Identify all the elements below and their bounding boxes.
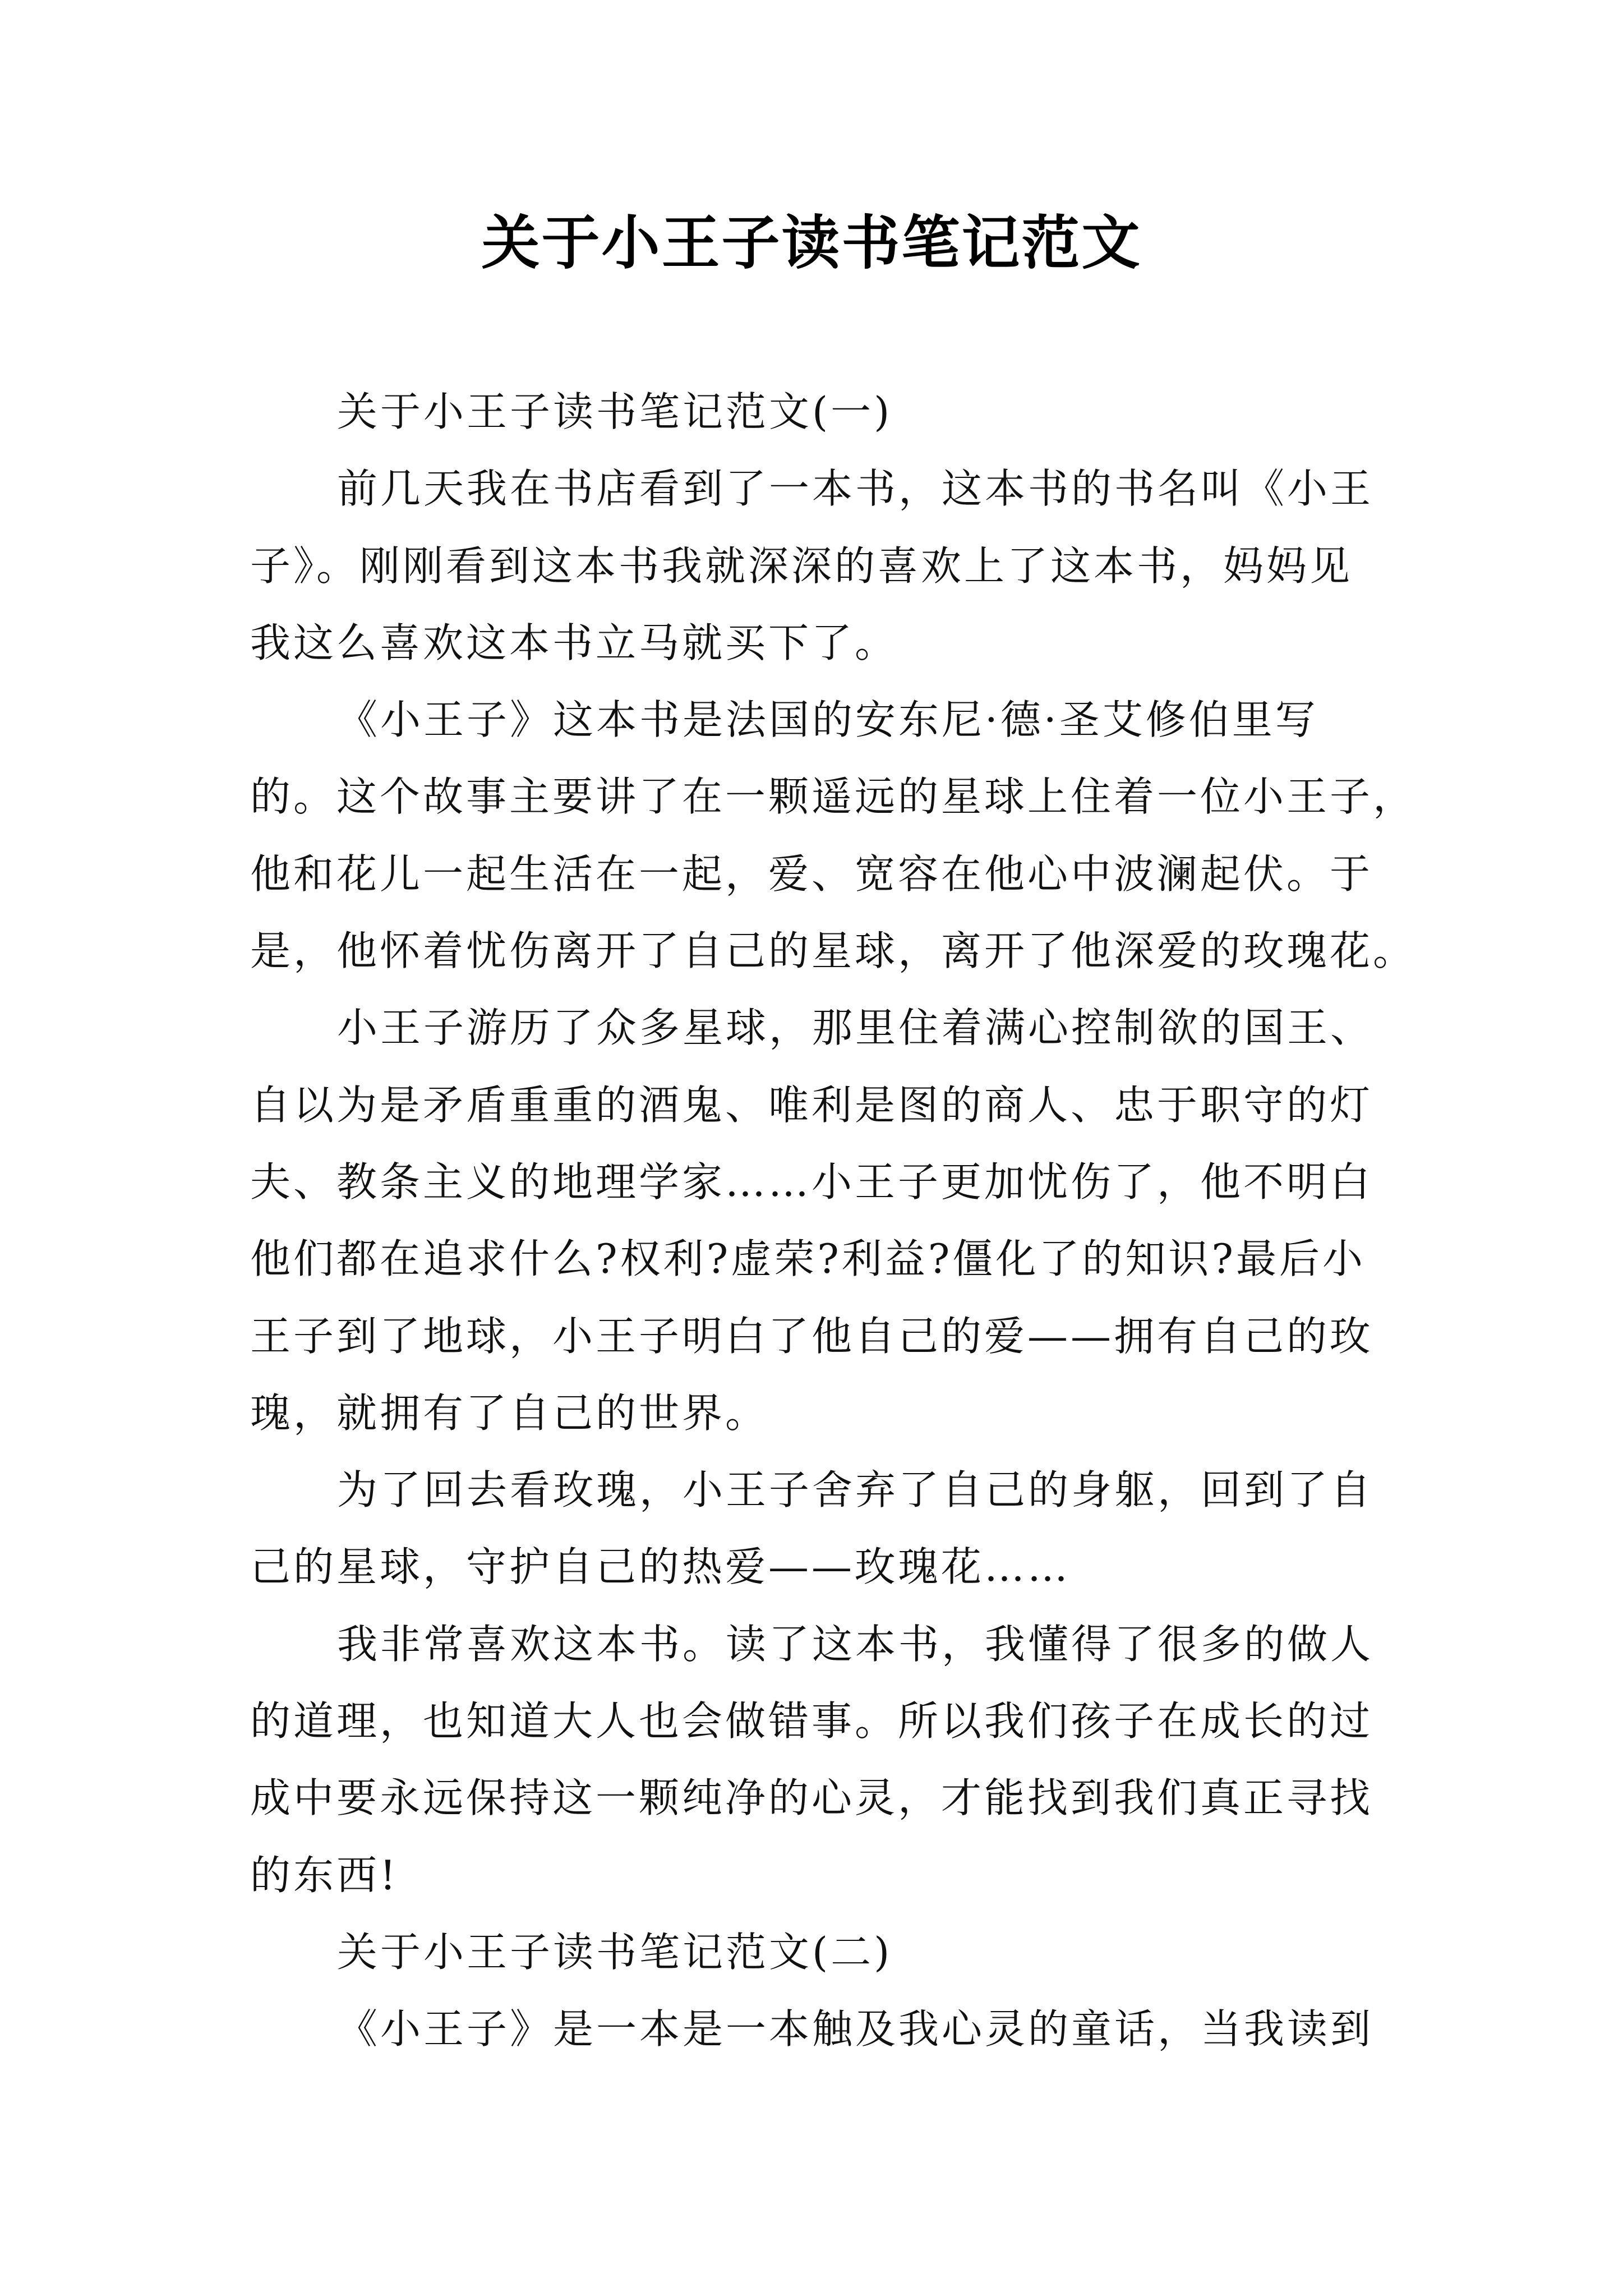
section-two-heading: 关于小王子读书笔记范文(二) (337, 1928, 893, 1976)
paragraph-line: 他和花儿一起生活在一起，爱、宽容在他心中波澜起伏。于 (250, 850, 1373, 898)
paragraph-line: 的东西! (250, 1851, 399, 1899)
paragraph-line: 的道理，也知道大人也会做错事。所以我们孩子在成长的过 (250, 1697, 1373, 1745)
paragraph-line: 瑰，就拥有了自己的世界。 (250, 1389, 769, 1437)
paragraph (250, 450, 1484, 682)
paragraph-line: 己的星球，守护自己的热爱——玫瑰花…… (250, 1543, 1071, 1591)
paragraph-line: 《小王子》这本书是法国的安东尼·德·圣艾修伯里写 (337, 696, 1318, 744)
paragraph-line: 前几天我在书店看到了一本书，这本书的书名叫《小王 (337, 465, 1374, 513)
paragraph-line: 小王子游历了众多星球，那里住着满心控制欲的国王、 (337, 1004, 1374, 1052)
paragraph-line: 子》。刚刚看到这本书我就深深的喜欢上了这本书，妈妈见 (250, 542, 1353, 590)
document-body (250, 374, 1484, 2068)
paragraph (250, 1606, 1484, 1914)
paragraph-line: 成中要永远保持这一颗纯净的心灵，才能找到我们真正寻找 (250, 1774, 1373, 1822)
paragraph (250, 1452, 1484, 1606)
paragraph-line: 夫、教条主义的地理学家……小王子更加忧伤了，他不明白 (250, 1158, 1373, 1205)
paragraph (250, 682, 1484, 990)
paragraph-line: 《小王子》是一本是一本触及我心灵的童话，当我读到 (337, 2005, 1374, 2053)
paragraph-line: 我这么喜欢这本书立马就买下了。 (250, 619, 898, 666)
paragraph-line: 王子到了地球，小王子明白了他自己的爱——拥有自己的玫 (250, 1312, 1373, 1360)
paragraph-line: 为了回去看玫瑰，小王子舍弃了自己的身躯，回到了自 (337, 1466, 1374, 1514)
paragraph-line: 我非常喜欢这本书。读了这本书，我懂得了很多的做人 (337, 1620, 1374, 1668)
paragraph (250, 1991, 1484, 2068)
paragraph (250, 990, 1484, 1452)
paragraph-line: 的。这个故事主要讲了在一颗遥远的星球上住着一位小王子， (250, 773, 1417, 821)
document-title: 关于小王子读书笔记范文 (481, 208, 1142, 277)
paragraph-line: 是，他怀着忧伤离开了自己的星球，离开了他深爱的玫瑰花。 (250, 927, 1417, 975)
section-one-heading: 关于小王子读书笔记范文(一) (337, 388, 893, 435)
paragraph-line: 自以为是矛盾重重的酒鬼、唯利是图的商人、忠于职守的灯 (250, 1081, 1373, 1129)
paragraph-line: 他们都在追求什么?权利?虚荣?利益?僵化了的知识?最后小 (250, 1235, 1366, 1283)
